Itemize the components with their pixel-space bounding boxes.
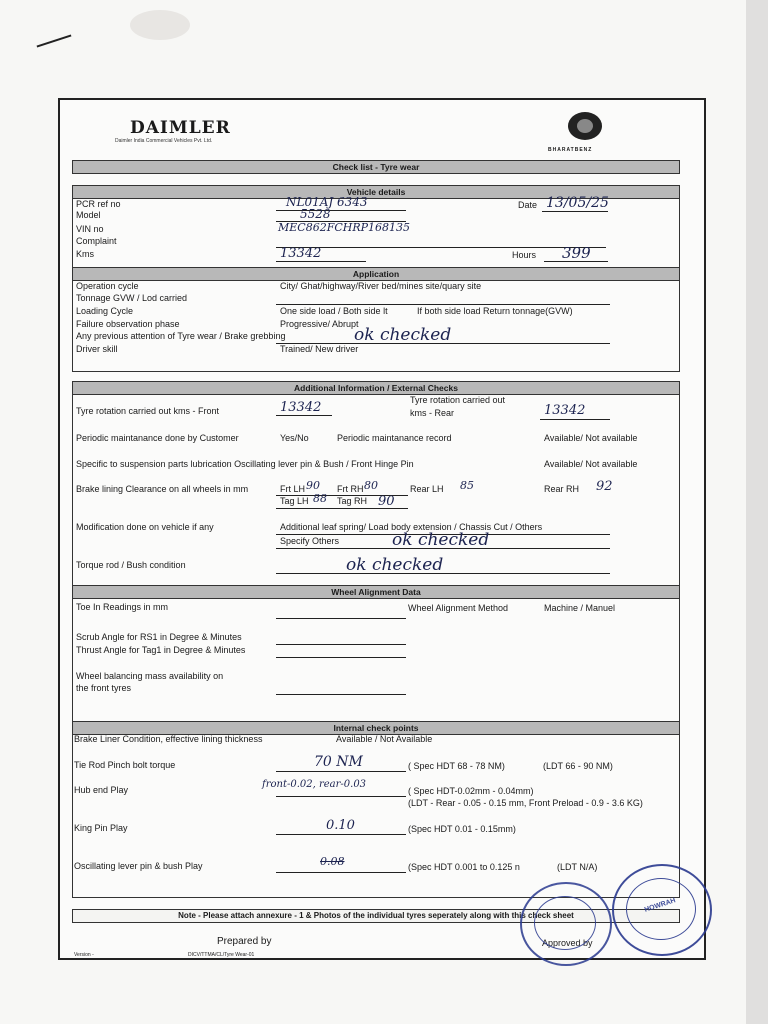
torque-label: Torque rod / Bush condition <box>76 560 186 570</box>
balancing-line <box>276 694 406 695</box>
frt-rh-label: Frt RH <box>337 484 364 494</box>
thrust-angle-line <box>276 657 406 658</box>
frt-lh-label: Frt LH <box>280 484 306 494</box>
oscillating-lever-label: Oscillating lever pin & bush Play <box>74 861 203 871</box>
operation-cycle-label: Operation cycle <box>76 281 139 291</box>
vehicle-section-title: Vehicle details <box>72 185 680 199</box>
periodic-label: Periodic maintanance done by Customer <box>76 433 239 443</box>
rear-rotation-value: 13342 <box>544 403 586 418</box>
complaint-line <box>276 247 606 248</box>
rear-rotation-label-2: kms - Rear <box>410 408 455 418</box>
toe-in-line <box>276 618 406 619</box>
oscillating-lever-line <box>276 872 406 873</box>
tonnage-line <box>276 304 610 305</box>
operation-cycle-options: City/ Ghat/highway/River bed/mines site/quary site <box>280 281 482 291</box>
kms-line <box>276 261 366 262</box>
model-value: 5528 <box>300 207 331 221</box>
complaint-label: Complaint <box>76 236 117 246</box>
tie-rod-line <box>276 771 406 772</box>
rear-lh-value: 85 <box>460 479 474 492</box>
front-rotation-value: 13342 <box>280 400 322 415</box>
tag-lh-label: Tag LH <box>280 496 309 506</box>
front-rotation-label: Tyre rotation carried out kms - Front <box>76 406 220 416</box>
scrub-angle-line <box>276 644 406 645</box>
brake-liner-options: Available / Not Available <box>336 734 433 744</box>
brand-name: DAIMLER <box>130 118 231 138</box>
failure-phase-label: Failure observation phase <box>76 319 180 329</box>
kms-value: 13342 <box>280 246 322 261</box>
tie-rod-value: 70 NM <box>314 754 363 770</box>
stamp-text: HOWRAH <box>643 897 677 914</box>
hub-end-label: Hub end Play <box>74 785 129 795</box>
frt-lh-value: 90 <box>306 479 320 492</box>
pcr-line <box>276 210 406 211</box>
bharatbenz-logo-icon <box>568 112 602 140</box>
internal-section-title: Internal check points <box>72 721 680 735</box>
date-line <box>542 211 608 212</box>
torque-note: ok checked <box>346 555 444 575</box>
toe-in-label: Toe In Readings in mm <box>76 602 169 612</box>
kms-label: Kms <box>76 249 94 259</box>
loading-cycle-options: One side load / Both side lt <box>280 306 388 316</box>
hub-end-line <box>276 796 406 797</box>
model-label: Model <box>76 210 101 220</box>
rear-lh-label: Rear LH <box>410 484 444 494</box>
hub-end-value: front-0.02, rear-0.03 <box>262 779 367 790</box>
additional-section-title: Additional Information / External Checks <box>72 381 680 395</box>
rear-rotation-label-1: Tyre rotation carried out <box>410 395 506 405</box>
suspension-options: Available/ Not available <box>544 459 638 469</box>
modification-label: Modification done on vehicle if any <box>76 522 214 532</box>
pcr-value: NL01AJ 6343 <box>286 195 368 209</box>
tonnage-label: Tonnage GVW / Lod carried <box>76 293 188 303</box>
specify-others-label: Specify Others <box>280 536 340 546</box>
torque-line <box>276 573 610 574</box>
tie-rod-ldt: (LDT 66 - 90 NM) <box>543 761 613 771</box>
application-note: ok checked <box>354 325 452 345</box>
failure-phase-options: Progressive/ Abrupt <box>280 319 359 329</box>
form-title: Check list - Tyre wear <box>72 160 680 174</box>
date-label: Date <box>518 200 538 210</box>
suspension-label: Specific to suspension parts lubrication Oscillating lever pin & Bush / Front Hinge Pin <box>76 459 414 469</box>
hours-value: 399 <box>562 244 591 262</box>
king-pin-line <box>276 834 406 835</box>
date-value: 13/05/25 <box>546 195 609 211</box>
periodic-record-label: Periodic maintanance record <box>337 433 452 443</box>
vin-label: VIN no <box>76 224 104 234</box>
brand-subtitle: Daimler India Commercial Vehicles Pvt. Ltd. <box>115 138 213 144</box>
scrub-angle-label: Scrub Angle for RS1 in Degree & Minutes <box>76 632 242 642</box>
loading-cycle-label: Loading Cycle <box>76 306 134 316</box>
balancing-label-2: the front tyres <box>76 683 132 693</box>
frt-rh-value: 80 <box>364 479 378 492</box>
alignment-method-options: Machine / Manuel <box>544 603 616 613</box>
alignment-method-label: Wheel Alignment Method <box>408 603 509 613</box>
tag-rh-value: 90 <box>378 494 395 509</box>
specify-line <box>276 548 610 549</box>
rear-rotation-line <box>540 419 610 420</box>
modification-options: Additional leaf spring/ Load body extension / Chassis Cut / Others <box>280 522 543 532</box>
rear-rh-value: 92 <box>596 479 613 494</box>
king-pin-spec: (Spec HDT 0.01 - 0.15mm) <box>408 824 516 834</box>
footer-note: Note - Please attach annexure - 1 & Photos of the individual tyres seperately along with this check sheet <box>72 909 680 923</box>
rear-rh-label: Rear RH <box>544 484 580 494</box>
vin-value: MEC862FCHRP168135 <box>278 221 411 234</box>
hours-line <box>544 261 608 262</box>
hub-end-ldt: (LDT - Rear - 0.05 - 0.15 mm, Front Preload - 0.9 - 3.6 KG) <box>408 798 643 808</box>
doc-code: DICV/TTMA/CL/Tyre Wear-01 <box>188 952 255 958</box>
balancing-label-1: Wheel balancing mass availability on <box>76 671 224 681</box>
king-pin-label: King Pin Play <box>74 823 128 833</box>
periodic-options: Yes/No <box>280 433 309 443</box>
rubber-stamp-right <box>612 864 712 956</box>
tie-rod-label: Tie Rod Pinch bolt torque <box>74 760 176 770</box>
king-pin-value: 0.10 <box>326 818 355 833</box>
brake-liner-label: Brake Liner Condition, effective lining thickness <box>74 734 263 744</box>
pcr-label: PCR ref no <box>76 199 121 209</box>
internal-section <box>72 734 680 898</box>
logo-text: BHARATBENZ <box>548 147 593 153</box>
alignment-section-title: Wheel Alignment Data <box>72 585 680 599</box>
page-edge <box>746 0 768 1024</box>
alignment-section <box>72 598 680 722</box>
oscillating-lever-value: 0.08 <box>320 855 345 868</box>
modification-note: ok checked <box>392 530 490 550</box>
tie-rod-spec: ( Spec HDT 68 - 78 NM) <box>408 761 505 771</box>
prepared-by-label: Prepared by <box>217 936 272 947</box>
tag-lh-value: 88 <box>313 492 327 505</box>
version-label: Version - <box>74 952 94 958</box>
hours-label: Hours <box>512 250 537 260</box>
approved-by-label: Approved by <box>542 938 593 948</box>
driver-skill-options: Trained/ New driver <box>280 344 359 354</box>
tag-rh-label: Tag RH <box>337 496 368 506</box>
previous-attention-label: Any previous attention of Tyre wear / Brake grebbing <box>76 331 286 341</box>
driver-skill-label: Driver skill <box>76 344 118 354</box>
oscillating-lever-ldt: (LDT N/A) <box>557 862 598 872</box>
periodic-record-options: Available/ Not available <box>544 433 638 443</box>
thrust-angle-label: Thrust Angle for Tag1 in Degree & Minutes <box>76 645 246 655</box>
application-section-title: Application <box>72 267 680 281</box>
loading-cycle-return: If both side load Return tonnage(GVW) <box>417 306 573 316</box>
smudge <box>130 10 190 40</box>
brake-clearance-label: Brake lining Clearance on all wheels in mm <box>76 484 249 494</box>
front-rotation-line <box>276 415 332 416</box>
tag-line <box>276 508 408 509</box>
rubber-stamp-left <box>520 882 612 966</box>
oscillating-lever-spec: (Spec HDT 0.001 to 0.125 n <box>408 862 520 872</box>
hub-end-spec: ( Spec HDT-0.02mm - 0.04mm) <box>408 786 534 796</box>
